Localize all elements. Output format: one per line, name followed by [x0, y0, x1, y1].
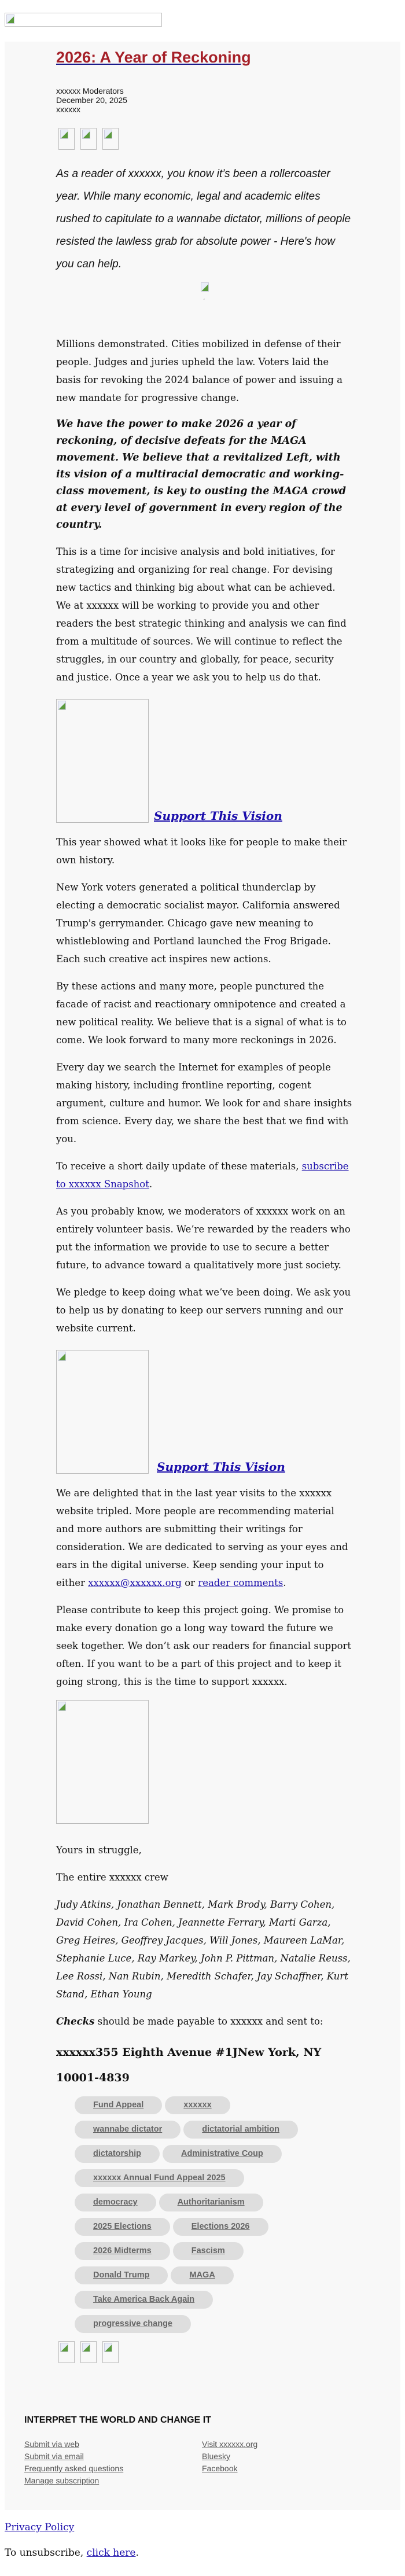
- tag-link[interactable]: Take America Back Again: [75, 2291, 213, 2309]
- tag-link[interactable]: Donald Trump: [75, 2266, 168, 2284]
- paragraph: Please contribute to keep this project going. We promise to make every donation go a long way toward the future we seek together. We don’t ask our readers for financial support often. If you want to be a part of this project and to keep it going strong, this is the time to support xxxxxx.: [56, 1605, 352, 1687]
- checks-note: Checks should be made payable to xxxxxx and sent to:: [56, 2016, 323, 2027]
- tag-link[interactable]: xxxxxx: [165, 2096, 230, 2114]
- unsubscribe-link[interactable]: click here: [86, 2547, 136, 2559]
- tag-link[interactable]: 2025 Elections: [75, 2218, 170, 2236]
- tag-link[interactable]: dictatorship: [75, 2145, 160, 2163]
- legal: [5, 2522, 405, 2576]
- tag-link[interactable]: Administrative Coup: [163, 2145, 282, 2163]
- faq-link[interactable]: Frequently asked questions: [24, 2464, 124, 2473]
- paragraph: Millions demonstrated. Cities mobilized in defense of their people. Judges and juries upheld the law. Voters laid the basis for revoking the 2024 balance of power and issuing a new mandate for progressive change.: [56, 338, 343, 403]
- tag-row: [75, 2315, 352, 2333]
- share-icon-2[interactable]: [80, 128, 97, 150]
- signature-image: [56, 1700, 149, 1824]
- submit-email-link[interactable]: Submit via email: [24, 2452, 84, 2461]
- bluesky-link[interactable]: Bluesky: [202, 2452, 231, 2461]
- share-icon-2[interactable]: [80, 2341, 97, 2363]
- broken-image-icon: [6, 14, 14, 24]
- share-icon-3[interactable]: [102, 128, 119, 150]
- footer-heading: INTERPRET THE WORLD AND CHANGE IT: [24, 2415, 211, 2425]
- paragraph: We pledge to keep doing what we’ve been doing. We ask you to help us by donating to keep our servers running and our website current.: [56, 1287, 351, 1334]
- highlight-paragraph: We have the power to make 2026 a year of reckoning, of decisive defeats for the MAGA movement. We believe that a revitalized Left, with its vision of a multiracial democratic and working-class movement, is key to ousting the MAGA crowd at every level of government in every region of the country.: [56, 418, 347, 531]
- paragraph: This year showed what it looks like for people to make their own history.: [56, 837, 347, 866]
- footer-links-left: [24, 2438, 202, 2487]
- tag-row: [75, 2121, 352, 2139]
- tag-link[interactable]: Fascism: [173, 2242, 244, 2260]
- tag-row: [75, 2242, 352, 2260]
- tag-link[interactable]: Authoritarianism: [159, 2194, 263, 2211]
- tag-row: [75, 2291, 352, 2309]
- manage-subscription-link[interactable]: Manage subscription: [24, 2476, 100, 2485]
- crew: The entire xxxxxx crew: [56, 1872, 168, 1883]
- tag-link[interactable]: wannabe dictator: [75, 2121, 181, 2139]
- paragraph: As you probably know, we moderators of xxxxxx work on an entirely volunteer basis. We’re rewarded by the readers who put the information we provide to use to secure a better future, to advance toward a qualitatively more just society.: [56, 1206, 351, 1271]
- share-icons: [58, 128, 352, 150]
- tag-list: [75, 2096, 352, 2333]
- email-link[interactable]: xxxxxx@xxxxxx.org: [88, 1577, 182, 1588]
- tag-row: [75, 2218, 352, 2236]
- support-vision-link[interactable]: Support This Vision: [154, 809, 282, 823]
- tag-link[interactable]: Elections 2026: [173, 2218, 268, 2236]
- tag-link[interactable]: dictatorial ambition: [183, 2121, 298, 2139]
- share-icon-3[interactable]: [102, 2341, 119, 2363]
- support-block: [56, 699, 352, 823]
- subscribe-link[interactable]: subscribe to xxxxxx Snapshot: [56, 1161, 349, 1190]
- intro-text: As a reader of xxxxxx, you know it’s been a rollercoaster year. While many economic, legal and academic elites rushed to capitulate to a wannabe dictator, millions of people resisted the lawless grab for absolute power - Here's how you can help.: [56, 168, 351, 270]
- submit-web-link[interactable]: Submit via web: [24, 2439, 79, 2449]
- paragraph: New York voters generated a political thunderclap by electing a democratic socialist mayor. California answered Trump's gerrymander. Chicago gave new meaning to whistleblowing and Portland launched the Frog Brigade. Each such creative act inspires new actions.: [56, 882, 340, 965]
- footer-links-right: [202, 2438, 380, 2487]
- tag-link[interactable]: MAGA: [171, 2266, 233, 2284]
- caption: ,: [204, 296, 205, 300]
- paragraph: By these actions and many more, people punctured the facade of racist and reactionary omnipotence and created a new political reality. We believe that is a signal of what is to come. We look forward to many more reckonings in 2026.: [56, 981, 347, 1046]
- tag-row: [75, 2145, 352, 2163]
- tag-link[interactable]: 2026 Midterms: [75, 2242, 170, 2260]
- tag-link[interactable]: Fund Appeal: [75, 2096, 162, 2114]
- date: December 20, 2025: [56, 95, 127, 105]
- byline: [56, 86, 352, 114]
- header-banner-image: [5, 13, 162, 27]
- tag-row: [75, 2169, 352, 2187]
- support-block: [56, 1350, 352, 1474]
- paragraph: We are delighted that in the last year visits to the xxxxxx website tripled. More people are recommending material and more authors are submitting their writings for consideration. We are dedicated to serving as your eyes and ears in the digital universe. Keep sending your input to either xxxxxx@xxxxxx.org or reader comments.: [56, 1488, 348, 1588]
- signoff: Yours in struggle,: [56, 1845, 142, 1856]
- share-icon-1[interactable]: [58, 2341, 75, 2363]
- facebook-link[interactable]: Facebook: [202, 2464, 238, 2473]
- support-vision-link[interactable]: Support This Vision: [157, 1460, 285, 1474]
- visit-site-link[interactable]: Visit xxxxxx.org: [202, 2439, 258, 2449]
- tag-link[interactable]: xxxxxx Annual Fund Appeal 2025: [75, 2169, 244, 2187]
- support-image[interactable]: [56, 1350, 149, 1474]
- tag-row: [75, 2266, 352, 2284]
- tag-row: [75, 2194, 352, 2211]
- paragraph: This is a time for incisive analysis and bold initiatives, for strategizing and organizing for real change. For devising new tactics and thinking big about what can be achieved. We at xxxxxx will be working to provide you and other readers the best strategic thinking and analysis we can find from a multitude of sources. We will continue to reflect the struggles, in our country and globally, for peace, security and justice. Once a year we ask you to help us do that.: [56, 546, 347, 683]
- share-icons-bottom: [58, 2341, 352, 2363]
- signers-list: Judy Atkins, Jonathan Bennett, Mark Brody, Barry Cohen, David Cohen, Ira Cohen, Jeannette Ferrary, Marti Garza, Greg Heires, Geoffrey Jacques, Will Jones, Maureen LaMar, Stephanie Luce, Ray Markey, John P. Pittman, Natalie Reuss, Lee Rossi, Nan Rubin, Meredith Schafer, Jay Schaffner, Kurt Stand, Ethan Young: [56, 1899, 351, 2000]
- mailing-address: xxxxxx355 Eighth Avenue #1JNew York, NY 10001-4839: [56, 2046, 322, 2084]
- support-image[interactable]: [56, 699, 149, 823]
- footer: [24, 2415, 400, 2487]
- unsubscribe-text: To unsubscribe, click here.: [5, 2547, 139, 2559]
- paragraph: To receive a short daily update of these materials, subscribe to xxxxxx Snapshot.: [56, 1161, 349, 1190]
- share-icon-1[interactable]: [58, 128, 75, 150]
- tag-link[interactable]: democracy: [75, 2194, 156, 2211]
- email-body: [5, 42, 400, 2510]
- tag-link[interactable]: progressive change: [75, 2315, 191, 2333]
- center-image: [200, 281, 209, 293]
- org: xxxxxx: [56, 105, 80, 114]
- page-title[interactable]: 2026: A Year of Reckoning: [56, 49, 251, 66]
- author: xxxxxx Moderators: [56, 86, 124, 95]
- reader-comments-link[interactable]: reader comments: [198, 1577, 284, 1588]
- privacy-policy-link[interactable]: Privacy Policy: [5, 2522, 75, 2533]
- tag-row: [75, 2096, 352, 2114]
- paragraph: Every day we search the Internet for examples of people making history, including frontline reporting, cogent argument, culture and humor. We look for and share insights from science. Every day, we share the best that we find with you.: [56, 1062, 352, 1145]
